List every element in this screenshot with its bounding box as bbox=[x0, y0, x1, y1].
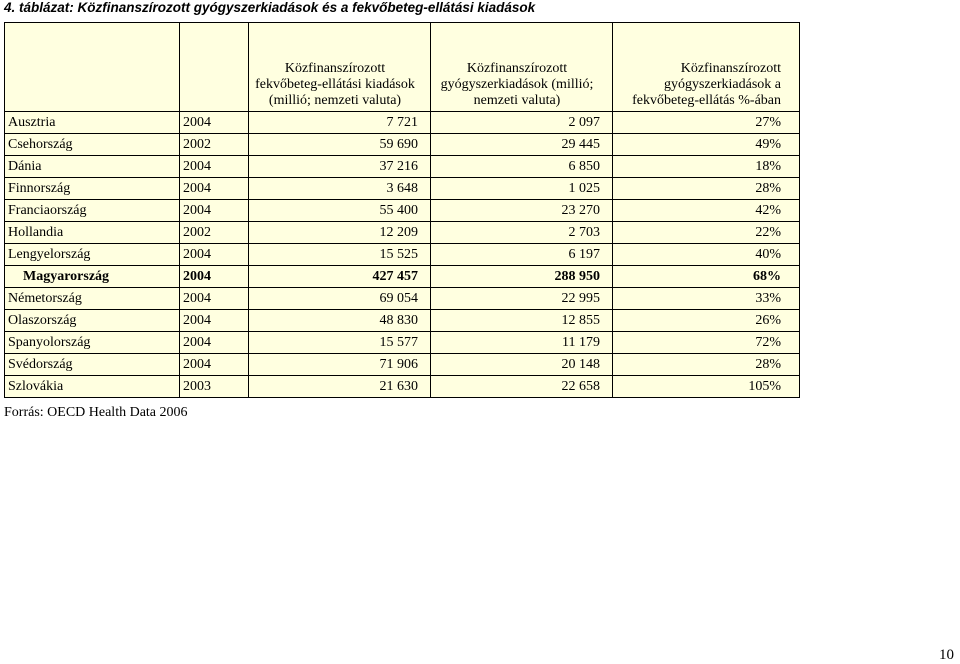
cell-drugs: 1 025 bbox=[431, 178, 613, 200]
cell-drugs: 11 179 bbox=[431, 332, 613, 354]
cell-country: Finnország bbox=[5, 178, 180, 200]
cell-drugs: 23 270 bbox=[431, 200, 613, 222]
cell-year: 2004 bbox=[180, 178, 249, 200]
table-row bbox=[5, 354, 800, 376]
table-row bbox=[5, 112, 800, 134]
cell-country: Franciaország bbox=[5, 200, 180, 222]
cell-country: Lengyelország bbox=[5, 244, 180, 266]
cell-inpatient: 12 209 bbox=[249, 222, 431, 244]
table-row bbox=[5, 134, 800, 156]
cell-year: 2003 bbox=[180, 376, 249, 398]
cell-inpatient: 3 648 bbox=[249, 178, 431, 200]
cell-country: Olaszország bbox=[5, 310, 180, 332]
table-title: 4. táblázat: Közfinanszírozott gyógyszerkiadások és a fekvőbeteg-ellátási kiadások bbox=[4, 0, 536, 15]
cell-inpatient: 69 054 bbox=[249, 288, 431, 310]
cell-drugs: 20 148 bbox=[431, 354, 613, 376]
cell-percentage: 22% bbox=[613, 222, 800, 244]
header-cell-percentage: Közfinanszírozott gyógyszerkiadások a fekvőbeteg-ellátás %-ában bbox=[613, 23, 800, 112]
header-cell-country bbox=[5, 23, 180, 112]
cell-drugs: 22 995 bbox=[431, 288, 613, 310]
cell-inpatient: 71 906 bbox=[249, 354, 431, 376]
cell-percentage: 26% bbox=[613, 310, 800, 332]
cell-drugs: 2 097 bbox=[431, 112, 613, 134]
table-row bbox=[5, 376, 800, 398]
cell-drugs: 12 855 bbox=[431, 310, 613, 332]
cell-year: 2004 bbox=[180, 156, 249, 178]
cell-percentage: 40% bbox=[613, 244, 800, 266]
table-row bbox=[5, 200, 800, 222]
cell-inpatient: 59 690 bbox=[249, 134, 431, 156]
cell-year: 2004 bbox=[180, 266, 249, 288]
cell-country: Dánia bbox=[5, 156, 180, 178]
table-row bbox=[5, 288, 800, 310]
cell-inpatient: 427 457 bbox=[249, 266, 431, 288]
source-note: Forrás: OECD Health Data 2006 bbox=[4, 405, 188, 420]
cell-country: Csehország bbox=[5, 134, 180, 156]
cell-country: Szlovákia bbox=[5, 376, 180, 398]
table-row bbox=[5, 156, 800, 178]
table-row bbox=[5, 244, 800, 266]
cell-year: 2004 bbox=[180, 288, 249, 310]
header-cell-drugs: Közfinanszírozott gyógyszerkiadások (millió; nemzeti valuta) bbox=[431, 23, 613, 112]
cell-percentage: 42% bbox=[613, 200, 800, 222]
table-header-row bbox=[5, 23, 800, 112]
table-row bbox=[5, 266, 800, 288]
cell-country: Németország bbox=[5, 288, 180, 310]
cell-country: Ausztria bbox=[5, 112, 180, 134]
page-number: 10 bbox=[939, 647, 954, 663]
cell-inpatient: 37 216 bbox=[249, 156, 431, 178]
cell-country: Svédország bbox=[5, 354, 180, 376]
cell-year: 2004 bbox=[180, 354, 249, 376]
cell-inpatient: 15 577 bbox=[249, 332, 431, 354]
header-cell-year bbox=[180, 23, 249, 112]
cell-drugs: 6 197 bbox=[431, 244, 613, 266]
cell-drugs: 29 445 bbox=[431, 134, 613, 156]
table-row bbox=[5, 332, 800, 354]
cell-country: Magyarország bbox=[5, 266, 180, 288]
cell-year: 2004 bbox=[180, 200, 249, 222]
cell-drugs: 2 703 bbox=[431, 222, 613, 244]
cell-percentage: 27% bbox=[613, 112, 800, 134]
cell-country: Hollandia bbox=[5, 222, 180, 244]
expenditure-table bbox=[4, 22, 800, 398]
cell-inpatient: 48 830 bbox=[249, 310, 431, 332]
table-row bbox=[5, 310, 800, 332]
cell-percentage: 28% bbox=[613, 354, 800, 376]
cell-drugs: 22 658 bbox=[431, 376, 613, 398]
cell-percentage: 105% bbox=[613, 376, 800, 398]
cell-country: Spanyolország bbox=[5, 332, 180, 354]
cell-year: 2002 bbox=[180, 222, 249, 244]
cell-year: 2004 bbox=[180, 310, 249, 332]
cell-year: 2002 bbox=[180, 134, 249, 156]
cell-percentage: 18% bbox=[613, 156, 800, 178]
cell-year: 2004 bbox=[180, 332, 249, 354]
table-row bbox=[5, 222, 800, 244]
header-cell-inpatient: Közfinanszírozott fekvőbeteg-ellátási kiadások (millió; nemzeti valuta) bbox=[249, 23, 431, 112]
cell-inpatient: 7 721 bbox=[249, 112, 431, 134]
cell-inpatient: 21 630 bbox=[249, 376, 431, 398]
cell-drugs: 6 850 bbox=[431, 156, 613, 178]
cell-percentage: 49% bbox=[613, 134, 800, 156]
cell-drugs: 288 950 bbox=[431, 266, 613, 288]
cell-year: 2004 bbox=[180, 112, 249, 134]
cell-percentage: 68% bbox=[613, 266, 800, 288]
cell-inpatient: 15 525 bbox=[249, 244, 431, 266]
cell-percentage: 72% bbox=[613, 332, 800, 354]
cell-inpatient: 55 400 bbox=[249, 200, 431, 222]
table-row bbox=[5, 178, 800, 200]
cell-year: 2004 bbox=[180, 244, 249, 266]
cell-percentage: 33% bbox=[613, 288, 800, 310]
cell-percentage: 28% bbox=[613, 178, 800, 200]
